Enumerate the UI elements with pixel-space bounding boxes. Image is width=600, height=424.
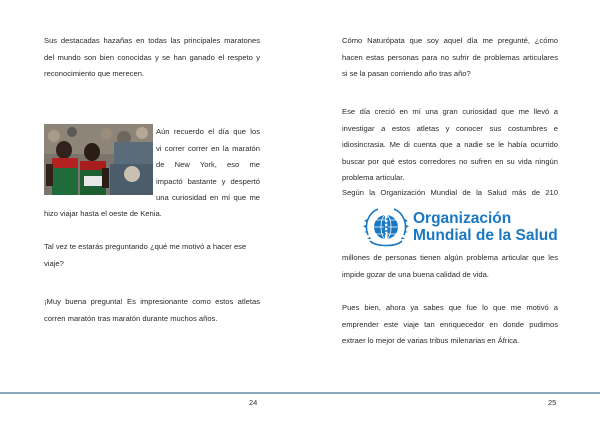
paragraph-naturopath: Cómo Naturópata que soy aquel día me pregunté, ¿cómo hacen estas personas para no sufrir de problemas articulares si se la pasan corriendo año tras año? [342, 36, 558, 78]
page-number-right: 25 [548, 398, 557, 407]
paragraph-conclusion: Pues bien, ahora ya sabes que fue lo que me motivó a emprender este viaje tan enriquecedor en donde pudimos extraer lo mejor de varias tribus milenarias en África. [342, 303, 558, 345]
runners-photo [44, 124, 153, 195]
footer-rule [0, 392, 600, 394]
paragraph-question: Tal vez te estarás preguntando ¿qué me motivó a hacer ese viaje? [44, 242, 247, 268]
paragraph-memory-end: hizo viajar hasta el oeste de Kenia. [44, 209, 162, 218]
who-logo-line-2: Mundial de la Salud [413, 227, 558, 244]
who-emblem-icon [362, 205, 410, 251]
paragraph-memory: Aún recuerdo el día que los vi correr correr en la maratón de New York, eso me impactó bastante y despertó una curiosidad en mí que me [156, 127, 260, 202]
page-number-left: 24 [249, 398, 258, 407]
paragraph-who-intro: Según la Organización Mundial de la Salud más de 210 [342, 188, 558, 197]
paragraph-marathons: Sus destacadas hazañas en todas las principales maratones del mundo son bien conocidas y se han ganado el respeto y reconocimiento que merecen. [44, 36, 260, 78]
paragraph-answer: ¡Muy buena pregunta! Es impresionante como estos atletas corren maratón tras maratón durante muchos años. [44, 297, 260, 323]
paragraph-curiosity: Ese día creció en mí una gran curiosidad que me llevó a investigar a estos atletas y conocer sus costumbres e idiosincrasia. Me di cuenta que a nadie se le había ocurrido buscar por qué estos corredores no sufren en su vida ningún problema articular. [342, 107, 558, 182]
paragraph-who-stat: millones de personas tienen algún problema articular que les impide gozar de una buena calidad de vida. [342, 253, 558, 279]
who-logo-line-1: Organización [413, 210, 512, 227]
